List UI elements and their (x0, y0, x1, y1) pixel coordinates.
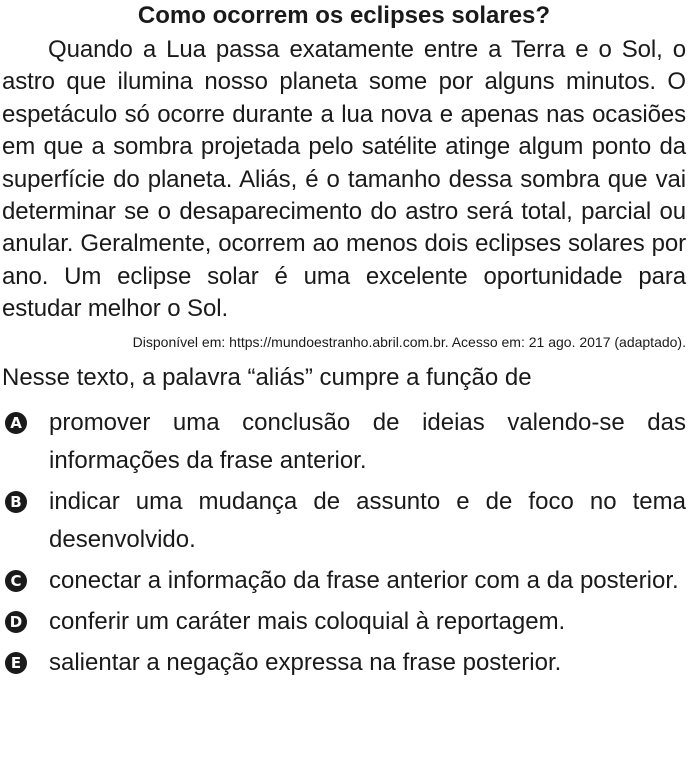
question-stem: Nesse texto, a palavra “aliás” cumpre a função de (2, 363, 532, 391)
option-c[interactable] (2, 562, 686, 600)
option-letter-badge: E (5, 652, 27, 674)
option-b[interactable] (2, 483, 686, 559)
passage-text: Quando a Lua passa exatamente entre a Terra e o Sol, o astro que ilumina nosso planeta some por alguns minutos. O espetáculo só ocorre durante a lua nova e apenas nas ocasiões em que a sombra projetada pelo satélite atinge algum ponto da superfície do planeta. Aliás, é o tamanho dessa sombra que vai determinar se o desaparecimento do astro será total, parcial ou anular. Geralmente, ocorrem ao menos dois eclipses solares por ano. Um eclipse solar é uma excelente oportunidade para estudar melhor o Sol. (2, 36, 686, 323)
option-letter-badge: A (5, 412, 27, 434)
source-citation: Disponível em: https://mundoestranho.abril.com.br. Acesso em: 21 ago. 2017 (adaptado). (132, 333, 686, 350)
option-text: salientar a negação expressa na frase posterior. (49, 648, 562, 676)
option-letter-badge: B (5, 491, 27, 513)
option-letter-badge: C (5, 570, 27, 592)
passage-title: Como ocorrem os eclipses solares? (137, 2, 551, 29)
option-d[interactable] (2, 603, 686, 641)
option-text: indicar uma mudança de assunto e de foco no tema desenvolvido. (49, 487, 686, 553)
option-text: promover uma conclusão de ideias valendo-se das informações da frase anterior. (49, 408, 686, 474)
option-text: conectar a informação da frase anterior com a da posterior. (49, 566, 679, 594)
option-letter-badge: D (5, 611, 27, 633)
answer-options (2, 404, 686, 682)
option-text: conferir um caráter mais coloquial à reportagem. (49, 607, 566, 635)
option-a[interactable] (2, 404, 686, 480)
option-e[interactable] (2, 644, 686, 682)
